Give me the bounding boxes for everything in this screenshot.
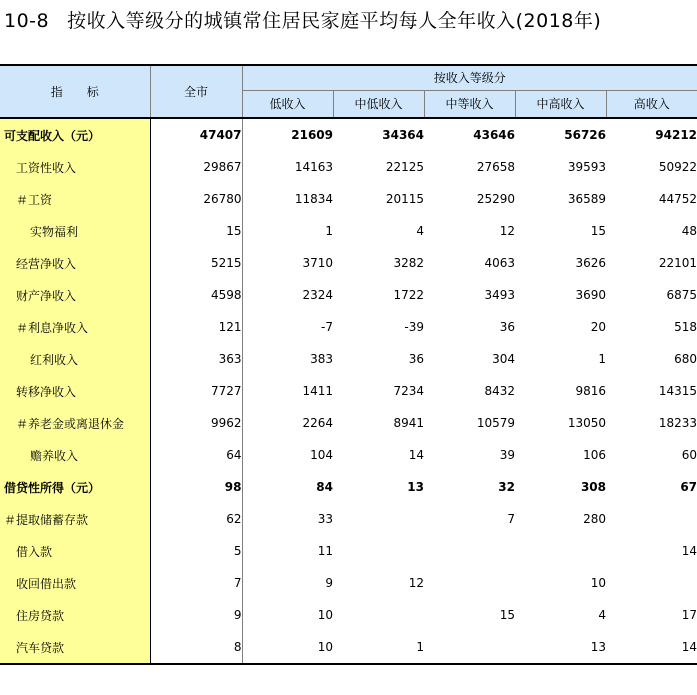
table-row [0,183,697,215]
cell-value: -39 [404,320,424,334]
cell-value: 18233 [658,416,697,430]
cell-value: 3493 [484,288,515,302]
cell-value: 8432 [484,384,515,398]
cell-value [333,535,424,567]
cell-value: 1 [598,352,606,366]
cell-value: 1 [333,631,424,664]
row-label: 赡养收入 [0,439,150,471]
cell-value: 8 [150,631,242,664]
cell-value: 98 [150,471,242,503]
cell-value: 3626 [575,256,606,270]
row-label: 汽车贷款 [0,631,150,664]
cell-value: 7 [150,567,242,599]
cell-value: 6875 [666,288,697,302]
cell-value: 4598 [150,279,242,311]
cell-value: 7 [507,512,515,526]
row-label: ＃养老金或离退休金 [0,407,150,439]
cell-value: 15 [499,608,515,622]
cell-value: 10 [590,576,606,590]
cell-value: 7234 [393,384,424,398]
cell-value [606,503,697,535]
cell-value: 8941 [393,416,424,430]
row-label: 可支配收入（元） [0,118,150,151]
cell-value: 13 [515,631,606,664]
cell-value: 56726 [564,128,606,142]
cell-value: 34364 [382,128,424,142]
table-row [0,118,697,151]
row-label: 工资性收入 [0,151,150,183]
row-label: 借入款 [0,535,150,567]
row-label: 实物福利 [0,215,150,247]
cell-value: 7727 [150,375,242,407]
cell-value: 383 [310,352,333,366]
cell-value: 21609 [291,128,333,142]
cell-value [424,567,515,599]
cell-value: 29867 [150,151,242,183]
table-body [0,118,697,664]
cell-value [333,503,424,535]
cell-value: 20115 [385,192,424,206]
cell-value: -7 [321,320,333,334]
cell-value: 106 [583,448,606,462]
table-row [0,631,697,664]
cell-value: 680 [674,352,697,366]
header-col-4: 高收入 [606,90,697,118]
cell-value: 9962 [150,407,242,439]
table-title: 按收入等级分的城镇常住居民家庭平均每人全年收入(2018年) [67,10,602,32]
cell-value [333,599,424,631]
cell-value: 14 [681,544,697,558]
table-row [0,151,697,183]
row-label: ＃提取储蓄存款 [0,503,150,535]
cell-value: 4063 [484,256,515,270]
cell-value: 518 [674,320,697,334]
cell-value: 26780 [150,183,242,215]
cell-value: 15 [590,224,606,238]
cell-value: 5 [150,535,242,567]
table-row [0,567,697,599]
header-col-3: 中高收入 [515,90,606,118]
cell-value: 308 [580,480,606,494]
cell-value: 14 [606,631,697,664]
cell-value: 104 [310,448,333,462]
row-label: ＃工资 [0,183,150,215]
cell-value: 25290 [476,192,515,206]
cell-value: 44752 [658,192,697,206]
cell-value [424,535,515,567]
cell-value: 22101 [658,256,697,270]
cell-value: 15 [150,215,242,247]
cell-value: 9816 [575,384,606,398]
cell-value: 39593 [567,160,606,174]
row-label: 财产净收入 [0,279,150,311]
cell-value: 47407 [150,118,242,151]
cell-value: 121 [150,311,242,343]
cell-value: 36589 [567,192,606,206]
cell-value: 27658 [476,160,515,174]
row-label: 住房贷款 [0,599,150,631]
cell-value: 60 [681,448,697,462]
table-row [0,503,697,535]
cell-value: 62 [150,503,242,535]
table-row [0,311,697,343]
cell-value: 304 [492,352,515,366]
header-income-group: 按收入等级分 [242,65,697,90]
cell-value: 3690 [575,288,606,302]
table-row [0,279,697,311]
table-row [0,407,697,439]
cell-value: 36 [499,320,515,334]
cell-value: 1 [325,224,333,238]
row-label: 经营净收入 [0,247,150,279]
cell-value: 64 [150,439,242,471]
cell-value: 3710 [302,256,333,270]
cell-value: 33 [317,512,333,526]
row-label: 借贷性所得（元） [0,471,150,503]
table-row [0,375,697,407]
cell-value: 48 [681,224,697,238]
cell-value: 12 [408,576,424,590]
row-label: 收回借出款 [0,567,150,599]
cell-value: 9 [325,576,333,590]
cell-value: 1722 [393,288,424,302]
table-row [0,247,697,279]
cell-value: 280 [583,512,606,526]
header-indicator: 指 标 [0,65,150,118]
cell-value: 14163 [294,160,333,174]
table-number: 10-8 [4,10,50,32]
cell-value: 10 [242,631,333,664]
cell-value [515,535,606,567]
header-col-1: 中低收入 [333,90,424,118]
cell-value: 14315 [658,384,697,398]
row-label: ＃利息净收入 [0,311,150,343]
cell-value: 10579 [476,416,515,430]
cell-value: 39 [499,448,515,462]
table-row [0,599,697,631]
table-row [0,471,697,503]
cell-value: 10 [317,608,333,622]
cell-value: 32 [498,480,515,494]
table-row [0,439,697,471]
cell-value: 36 [408,352,424,366]
cell-value: 94212 [655,128,697,142]
row-label: 红利收入 [0,343,150,375]
header-col-0: 低收入 [242,90,333,118]
cell-value: 14 [408,448,424,462]
cell-value: 9 [150,599,242,631]
cell-value: 67 [680,480,697,494]
page-title [4,6,601,33]
table-row [0,215,697,247]
header-col-2: 中等收入 [424,90,515,118]
row-label: 转移净收入 [0,375,150,407]
cell-value: 363 [150,343,242,375]
cell-value: 4 [598,608,606,622]
cell-value: 2324 [302,288,333,302]
cell-value: 5215 [150,247,242,279]
header-total: 全市 [150,65,242,118]
cell-value: 84 [316,480,333,494]
income-table [0,64,697,665]
cell-value: 4 [416,224,424,238]
cell-value: 12 [499,224,515,238]
cell-value: 20 [590,320,606,334]
table-row [0,343,697,375]
cell-value: 2264 [302,416,333,430]
cell-value [606,567,697,599]
cell-value: 1411 [302,384,333,398]
cell-value: 22125 [385,160,424,174]
cell-value: 3282 [393,256,424,270]
cell-value: 11 [317,544,333,558]
cell-value: 43646 [473,128,515,142]
cell-value: 17 [681,608,697,622]
cell-value [424,631,515,664]
cell-value: 13 [407,480,424,494]
cell-value: 13050 [567,416,606,430]
cell-value: 50922 [658,160,697,174]
table-row [0,535,697,567]
cell-value: 11834 [294,192,333,206]
